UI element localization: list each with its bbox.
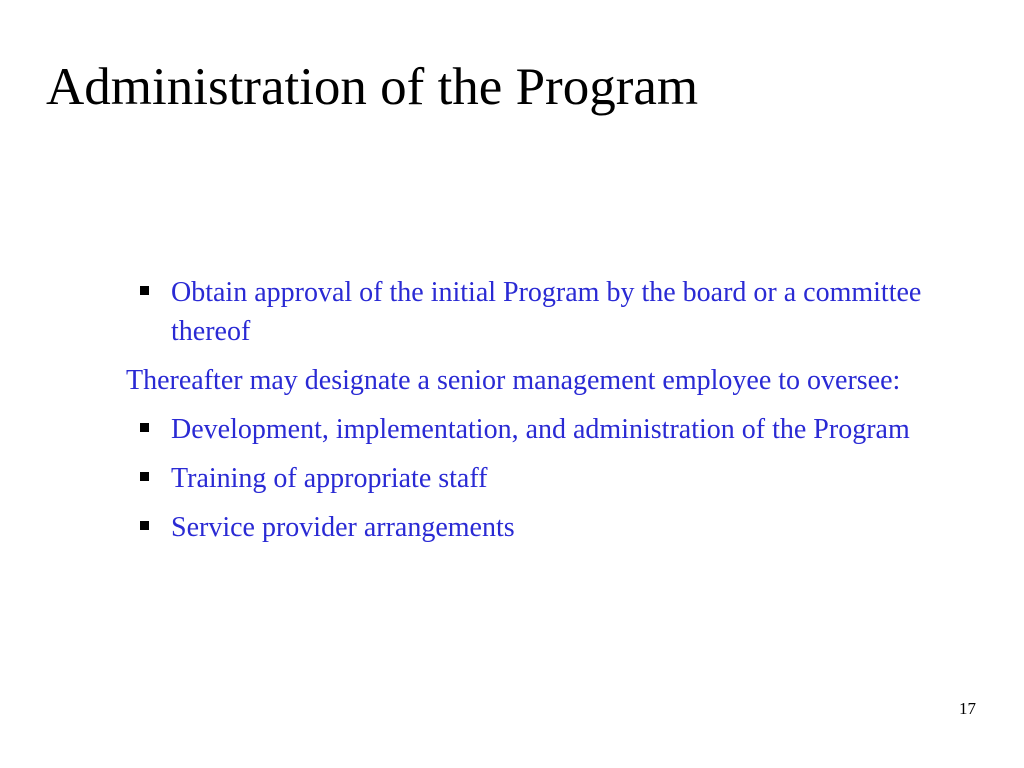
square-bullet-icon [140,423,149,432]
bullet-text: Development, implementation, and administration of the Program [171,414,910,445]
bullet-item [126,508,946,547]
bullet-item [126,410,946,449]
bullet-item [126,273,946,351]
body-paragraph: Thereafter may designate a senior management employee to oversee: [126,365,901,396]
square-bullet-icon [140,521,149,530]
slide-title: Administration of the Program [46,58,699,116]
square-bullet-icon [140,472,149,481]
bullet-item [126,459,946,498]
page-number: 17 [959,699,976,718]
bullet-text: Service provider arrangements [171,512,515,543]
slide-body [126,273,946,557]
bullet-text: Training of appropriate staff [171,463,488,494]
bullet-text: Obtain approval of the initial Program by the board or a committee thereof [171,277,922,347]
square-bullet-icon [140,286,149,295]
